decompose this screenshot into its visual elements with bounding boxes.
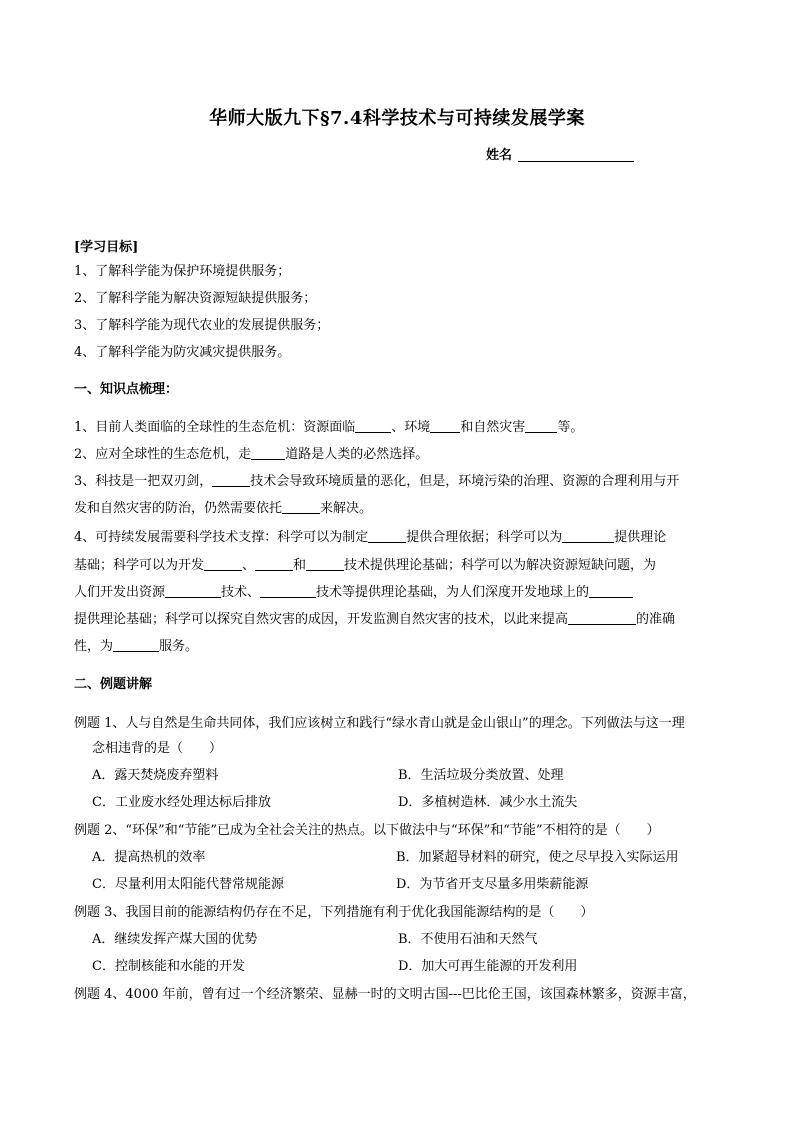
option-a[interactable]: A．露天焚烧废弃塑料 [92, 768, 219, 783]
section1-heading: 一、知识点梳理： [74, 382, 179, 397]
example-2-stem: 例题 2、“环保”和“节能”已成为全社会关注的热点。以下做法中与“环保”和“节能”不相符的是（ ） [74, 823, 660, 838]
q4-text: 的准确 [636, 612, 676, 627]
example-1-stem: 念相违背的是（ ） [92, 741, 223, 756]
q4-blank-6[interactable] [165, 584, 221, 598]
q3-blank-1[interactable] [212, 473, 250, 487]
objective-item: 4、了解科学能为防灾减灾提供服务。 [74, 345, 291, 360]
option-d[interactable]: D．多植树造林．减少水土流失 [398, 795, 578, 810]
q4-blank-4[interactable] [255, 557, 293, 571]
objective-item: 1、了解科学能为保护环境提供服务； [74, 264, 291, 279]
q4-text: 4、可持续发展需要科学技术支撑：科学可以为制定 [74, 530, 369, 545]
q4-blank-3[interactable] [204, 557, 242, 571]
q1-text: 1、目前人类面临的全球性的生态危机：资源面临 [74, 420, 356, 435]
q4-blank-5[interactable] [306, 557, 344, 571]
question-4-line1 [74, 528, 666, 548]
q3-text: 3、科技是一把双刃剑， [74, 474, 213, 489]
option-c[interactable]: C．控制核能和水能的开发 [92, 959, 245, 974]
q1-text: 等。 [557, 420, 584, 435]
q4-text: 和 [293, 558, 307, 573]
q2-text: 道路是人类的必然选择。 [285, 447, 429, 462]
q4-text: 基础；科学可以为开发 [74, 558, 205, 573]
q4-blank-9[interactable] [568, 611, 636, 625]
q1-blank-3[interactable] [525, 419, 557, 433]
question-4-line5 [74, 637, 198, 657]
name-blank[interactable] [518, 161, 634, 162]
section2-heading: 二、例题讲解 [74, 677, 153, 692]
option-c[interactable]: C．工业废水经处理达标后排放 [92, 795, 271, 810]
q1-blank-2[interactable] [430, 419, 460, 433]
option-b[interactable]: B．生活垃圾分类放置、处理 [398, 768, 564, 783]
q3-text: 来解决。 [320, 501, 373, 516]
option-a[interactable]: A．提高热机的效率 [92, 850, 206, 865]
q4-text: 性，为 [74, 639, 114, 654]
question-1 [74, 418, 583, 438]
q4-text: 技术提供理论基础；科学可以为解决资源短缺问题，为 [344, 558, 657, 573]
q2-text: 2、应对全球性的生态危机，走 [74, 447, 252, 462]
option-b[interactable]: B．不使用石油和天然气 [398, 932, 538, 947]
q1-text: 和自然灾害 [460, 420, 526, 435]
option-d[interactable]: D．加大可再生能源的开发利用 [398, 959, 578, 974]
page-title: 华师大版九下§7.4科学技术与可持续发展学案 [209, 108, 585, 129]
question-3-line1 [74, 472, 679, 492]
q4-blank-10[interactable] [113, 638, 159, 652]
option-b[interactable]: B．加紧超导材料的研究，使之尽早投入实际运用 [396, 850, 679, 865]
question-2 [74, 445, 428, 465]
q1-text: 、环境 [391, 420, 431, 435]
example-3-stem: 例题 3、我国目前的能源结构仍存在不足，下列措施有利于优化我国能源结构的是（ ） [74, 905, 594, 920]
q3-blank-2[interactable] [282, 500, 320, 514]
q3-text: 技术会导致环境质量的恶化，但是，环境污染的治理、资源的合理利用与开 [250, 474, 680, 489]
q4-text: 提供合理依据；科学可以为 [406, 530, 563, 545]
example-1-stem: 例题 1、人与自然是生命共同体，我们应该树立和践行“绿水青山就是金山银山”的理念。下列做法与这一理 [74, 716, 685, 731]
q4-text: 人们开发出资源 [74, 585, 166, 600]
question-4-line3 [74, 583, 633, 603]
q4-blank-7[interactable] [260, 584, 316, 598]
q3-text: 发和自然灾害的防治，仍然需要依托 [74, 501, 283, 516]
q4-text: 、 [242, 558, 256, 573]
example-4-stem: 例题 4、4000 年前，曾有过一个经济繁荣、显赫一时的文明古国---巴比伦王国，该国森林繁多，资源丰富， [74, 987, 696, 1002]
q2-blank-1[interactable] [251, 446, 285, 460]
q4-blank-2[interactable] [562, 529, 614, 543]
question-4-line2 [74, 556, 656, 576]
option-a[interactable]: A．继续发挥产煤大国的优势 [92, 932, 258, 947]
q4-text: 技术等提供理论基础，为人们深度开发地球上的 [316, 585, 590, 600]
q4-text: 服务。 [159, 639, 199, 654]
option-d[interactable]: D．为节省开支尽量多用柴薪能源 [396, 877, 589, 892]
q4-blank-8[interactable] [589, 584, 633, 598]
question-3-line2 [74, 499, 372, 519]
objective-item: 2、了解科学能为解决资源短缺提供服务； [74, 291, 317, 306]
q4-text: 提供理论 [614, 530, 667, 545]
name-field [486, 144, 634, 163]
objective-item: 3、了解科学能为现代农业的发展提供服务； [74, 318, 330, 333]
question-4-line4 [74, 610, 675, 630]
q1-blank-1[interactable] [355, 419, 391, 433]
name-label: 姓名 [486, 148, 513, 163]
q4-text: 技术、 [221, 585, 261, 600]
objectives-heading: [学习目标] [74, 240, 139, 255]
q4-text: 提供理论基础；科学可以探究自然灾害的成因，开发监测自然灾害的技术，以此来提高 [74, 612, 569, 627]
option-c[interactable]: C．尽量利用太阳能代替常规能源 [92, 877, 284, 892]
q4-blank-1[interactable] [368, 529, 406, 543]
